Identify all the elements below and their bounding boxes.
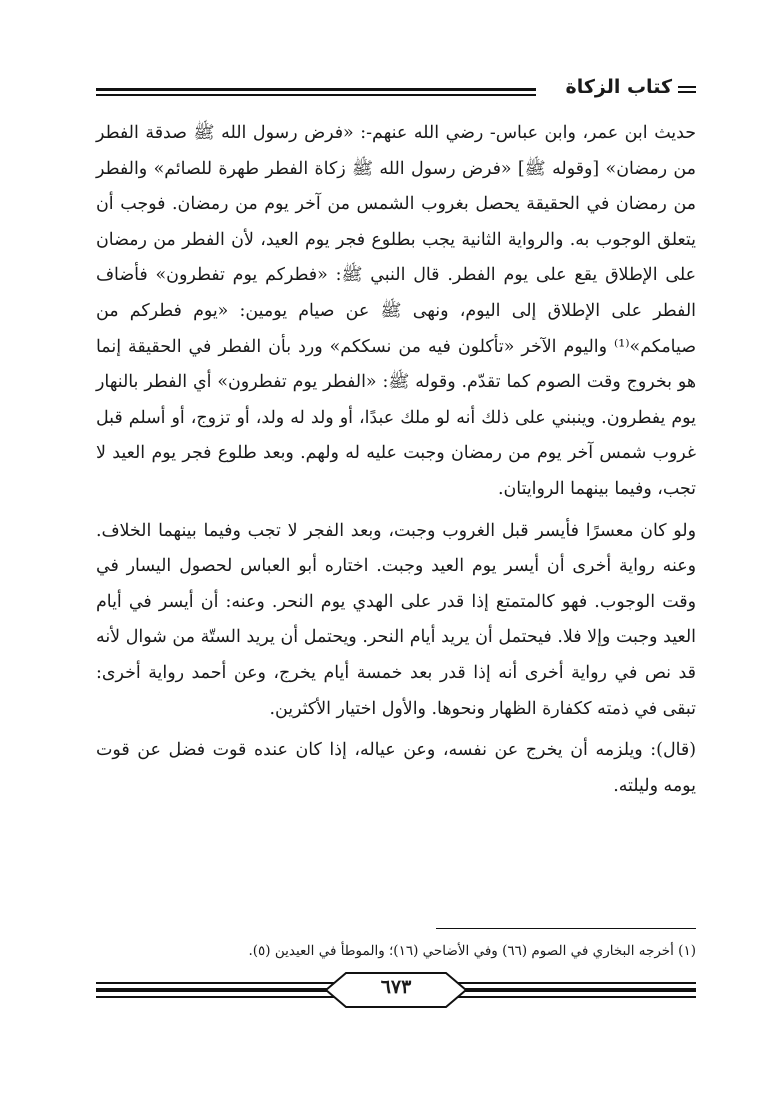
page-footer [96,968,696,1012]
footnote-separator [436,928,696,929]
page-number: ٦٧٣ [380,976,412,998]
header-rule [96,88,536,91]
paragraph: حديث ابن عمر، وابن عباس- رضي الله عنهم-: «فرض رسول الله ﷺ صدقة الفطر من رمضان» [وقوله ﷺ] «فرض رسول الله ﷺ زكاة الفطر طهرة للصائم» والفطر من رمضان في الحقيقة يحصل بغروب الشمس من آخر يوم من رمضان. فوجب أن يتعلق الوجوب به. والرواية الثانية يجب بطلوع فجر يوم العيد، لأن الفطر من رمضان على الإطلاق يقع على يوم الفطر. قال النبي ﷺ: «فطركم يوم تفطرون» فأضاف الفطر على الإطلاق إلى اليوم، ونهى ﷺ عن صيام يومين: «يوم فطركم من صيامكم»⁽¹⁾ واليوم الآخر «تأكلون فيه من نسككم» ورد بأن الفطر في الحقيقة إنما هو بخروج وقت الصوم كما تقدّم. وقوله ﷺ: «الفطر يوم تفطرون» أي الفطر بالنهار يوم يفطرون. وينبني على ذلك أنه لو ملك عبدًا، أو ولد له ولد، أو تزوج، أو أسلم قبل غروب شمس آخر يوم من رمضان وجبت عليه له ولهم. وبعد طلوع فجر يوم العيد لا تجب، وفيما بينهما الروايتان. [96,123,696,499]
chapter-title: كتاب الزكاة [565,76,672,98]
paragraph: (قال): ويلزمه أن يخرج عن نفسه، وعن عياله، إذا كان عنده قوت فضل عن قوت يومه وليلته. [96,740,696,796]
footnote: (١) أخرجه البخاري في الصوم (٦٦) وفي الأضاحي (١٦)؛ والموطأ في العيدين (٥). [248,943,696,959]
body-text [96,116,696,804]
running-header [96,76,696,104]
paragraph: ولو كان معسرًا فأيسر قبل الغروب وجبت، وبعد الفجر لا تجب وفيما بينهما الخلاف. وعنه رواية أخرى أن أيسر يوم العيد وجبت. اختاره أبو العباس لحصول اليسار في وقت الوجوب. فهو كالمتمتع إذا قدر على الهدي يوم النحر. وعنه: أن أيسر في أيام العيد وجبت وإلا فلا. فيحتمل أن يريد أيام النحر. ويحتمل أن يريد الستّة من شوال لأنه قد نص في رواية أخرى أنه إذا قدر بعد خمسة أيام يخرج، وعن أحمد رواية أخرى: تبقى في ذمته ككفارة الظهار ونحوها. والأول اختيار الأكثرين. [96,520,696,719]
header-ornament [678,86,696,96]
header-rule [96,94,536,96]
